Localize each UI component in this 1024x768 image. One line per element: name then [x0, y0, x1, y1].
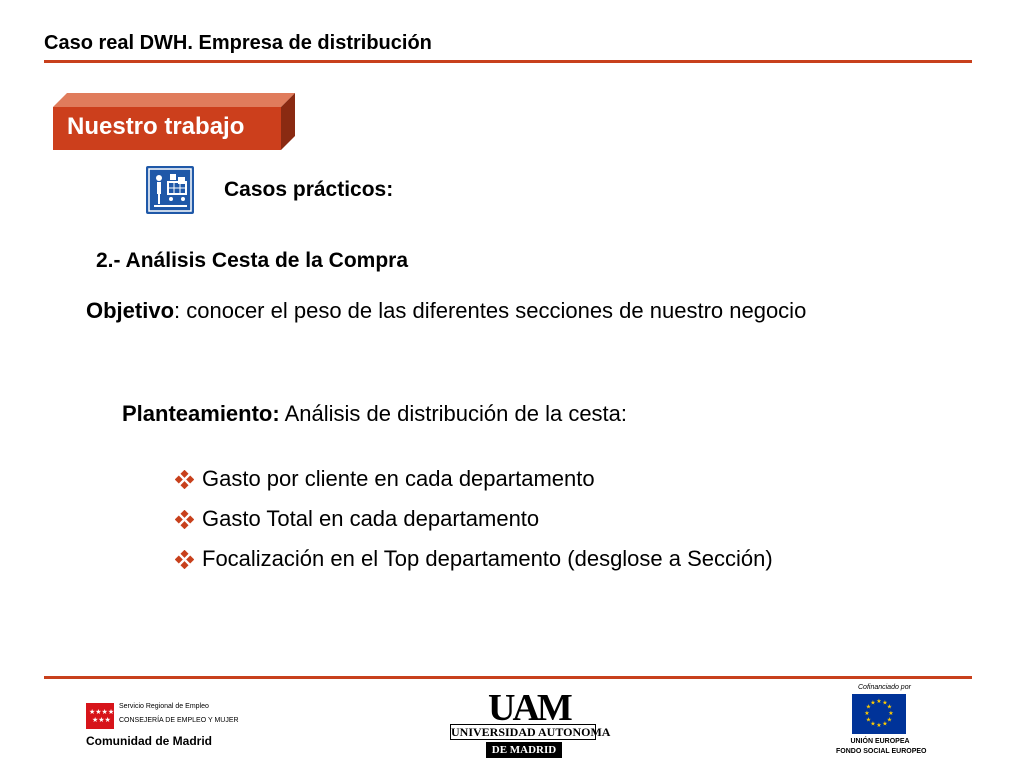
approach-label: Planteamiento: [122, 401, 280, 426]
svg-text:★★★★: ★★★★ [89, 708, 114, 716]
eu-fund-text: FONDO SOCIAL EUROPEO [836, 748, 927, 755]
eu-name-text: UNIÓN EUROPEA [850, 738, 910, 745]
section-badge-label: Nuestro trabajo [67, 113, 245, 140]
svg-text:★: ★ [870, 720, 876, 728]
svg-text:★: ★ [865, 716, 872, 724]
comunidad-madrid-flag-icon [86, 703, 114, 729]
objective-line [86, 298, 806, 324]
approach-line [122, 401, 627, 427]
uam-name-line1: UNIVERSIDAD AUTONOMA [451, 725, 611, 739]
svg-text:★: ★ [864, 710, 870, 717]
svg-text:UAM: UAM [488, 687, 570, 724]
list-item-text: Focalización en el Top departamento (desglose a Sección) [202, 546, 773, 571]
case-title: 2.- Análisis Cesta de la Compra [96, 249, 408, 272]
svg-text:★: ★ [865, 703, 872, 711]
svg-text:★: ★ [886, 716, 893, 724]
eu-cofinanced-text: Cofinanciado por [858, 684, 911, 691]
svg-text:★: ★ [870, 699, 876, 707]
svg-text:★★★: ★★★ [92, 716, 111, 724]
eu-flag-icon [852, 694, 906, 734]
diamond-bullet-icon [175, 550, 194, 569]
uam-monogram-icon [450, 684, 596, 724]
uam-name-line2: DE MADRID [486, 742, 562, 758]
comunidad-department-text: CONSEJERÍA DE EMPLEO Y MUJER [119, 717, 239, 724]
footer-divider [44, 676, 972, 679]
diamond-bullet-icon [175, 510, 194, 529]
page-header-title: Caso real DWH. Empresa de distribución [44, 32, 432, 54]
list-item [175, 466, 595, 492]
uam-logo [450, 684, 611, 762]
svg-text:★: ★ [888, 710, 894, 717]
objective-text: : conocer el peso de las diferentes secciones de nuestro negocio [174, 298, 807, 323]
shopping-cart-icon [146, 166, 194, 214]
list-item [175, 546, 773, 572]
svg-text:★: ★ [882, 699, 888, 707]
list-item-text: Gasto por cliente en cada departamento [202, 466, 595, 491]
svg-text:★: ★ [886, 703, 893, 711]
svg-text:★: ★ [876, 698, 882, 705]
comunidad-service-text: Servicio Regional de Empleo [119, 703, 209, 710]
casos-heading: Casos prácticos: [224, 178, 394, 201]
approach-text: Análisis de distribución de la cesta: [279, 401, 628, 426]
header-divider [44, 60, 972, 63]
section-badge [53, 93, 295, 150]
comunidad-name: Comunidad de Madrid [86, 734, 212, 748]
svg-text:★: ★ [876, 722, 882, 729]
list-item-text: Gasto Total en cada departamento [202, 506, 540, 531]
objective-label: Objetivo [86, 298, 175, 323]
svg-text:★: ★ [882, 720, 888, 728]
diamond-bullet-icon [175, 470, 194, 489]
list-item [175, 506, 539, 532]
